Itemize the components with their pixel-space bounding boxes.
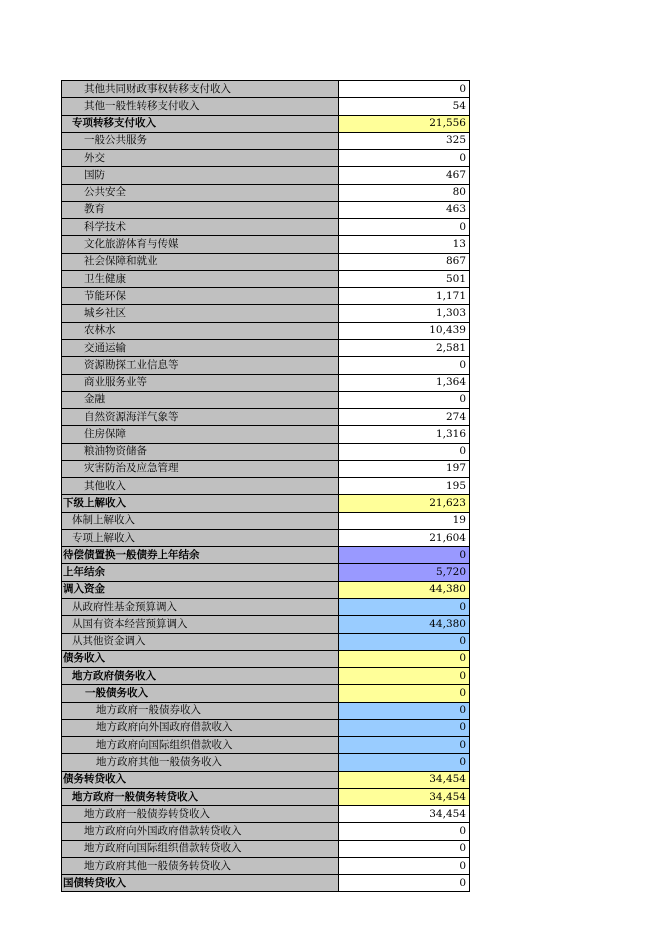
table-row [62,132,470,149]
row-label-cell[interactable] [62,754,339,771]
row-value[interactable]: 274 [339,409,470,426]
table-row [62,598,470,615]
row-label-cell[interactable] [62,495,339,512]
row-label-cell[interactable] [62,253,339,270]
row-label: 教育 [84,203,105,216]
row-value[interactable]: 19 [339,512,470,529]
table-row [62,529,470,546]
row-label: 金融 [84,393,105,406]
row-label: 社会保障和就业 [84,255,158,268]
row-value[interactable]: 34,454 [339,788,470,805]
row-label-cell[interactable] [62,788,339,805]
table-row [62,150,470,167]
table-row [62,184,470,201]
row-label-cell[interactable] [62,409,339,426]
row-label: 地方政府一般债务转贷收入 [72,790,198,803]
row-label-cell[interactable] [62,150,339,167]
row-label: 专项上解收入 [72,531,135,544]
table-row [62,167,470,184]
row-label: 从其他资金调入 [72,635,146,648]
row-label-cell[interactable] [62,875,339,892]
row-label-cell[interactable] [62,857,339,874]
row-label: 地方政府向国际组织借款转贷收入 [84,842,242,855]
row-label: 国防 [84,168,105,181]
table-row [62,478,470,495]
row-value[interactable]: 0 [339,702,470,719]
row-label: 其他收入 [84,479,126,492]
row-label-cell[interactable] [62,719,339,736]
table-row [62,564,470,581]
row-label: 专项转移支付收入 [72,117,156,130]
table-row [62,305,470,322]
table-row [62,426,470,443]
row-label-cell[interactable] [62,219,339,236]
row-label: 粮油物资储备 [84,445,147,458]
row-label: 商业服务业等 [84,376,147,389]
table-row [62,391,470,408]
row-value[interactable]: 2,581 [339,339,470,356]
row-label-cell[interactable] [62,598,339,615]
row-label: 交通运输 [84,341,126,354]
row-label: 卫生健康 [84,272,126,285]
table-row [62,788,470,805]
row-label-cell[interactable] [62,478,339,495]
table-row [62,547,470,564]
row-label-cell[interactable] [62,322,339,339]
row-value[interactable]: 0 [339,754,470,771]
row-value[interactable]: 0 [339,150,470,167]
row-value[interactable]: 44,380 [339,616,470,633]
row-label-cell[interactable] [62,98,339,115]
table-row [62,616,470,633]
row-label-cell[interactable] [62,167,339,184]
table-row [62,806,470,823]
row-label: 地方政府向国际组织借款收入 [96,738,233,751]
row-value[interactable]: 501 [339,270,470,287]
row-label-cell[interactable] [62,840,339,857]
table-row [62,650,470,667]
row-label-cell[interactable] [62,305,339,322]
row-value[interactable]: 0 [339,719,470,736]
row-value[interactable]: 10,439 [339,322,470,339]
row-label-cell[interactable] [62,529,339,546]
row-label-cell[interactable] [62,374,339,391]
row-label: 文化旅游体育与传媒 [84,238,179,251]
row-value[interactable]: 0 [339,547,470,564]
row-label-cell[interactable] [62,581,339,598]
row-label-cell[interactable] [62,443,339,460]
table-row [62,288,470,305]
table-row [62,857,470,874]
row-label: 调入资金 [63,583,105,596]
table-row [62,685,470,702]
row-value[interactable]: 467 [339,167,470,184]
row-label-cell[interactable] [62,81,339,98]
table-row [62,322,470,339]
row-label-cell[interactable] [62,201,339,218]
row-label: 债务转贷收入 [63,773,126,786]
row-label: 公共安全 [84,186,126,199]
table-row [62,201,470,218]
row-label-cell[interactable] [62,236,339,253]
row-label-cell[interactable] [62,685,339,702]
row-value[interactable]: 0 [339,685,470,702]
row-label-cell[interactable] [62,702,339,719]
row-label: 上年结余 [63,566,105,579]
row-label-cell[interactable] [62,460,339,477]
row-label-cell[interactable] [62,426,339,443]
row-value[interactable]: 0 [339,737,470,754]
row-label-cell[interactable] [62,547,339,564]
row-label-cell[interactable] [62,115,339,132]
row-value[interactable]: 1,316 [339,426,470,443]
row-label: 从国有资本经营预算调入 [72,617,188,630]
row-value[interactable]: 13 [339,236,470,253]
table-row [62,357,470,374]
row-value[interactable]: 21,623 [339,495,470,512]
row-value[interactable]: 0 [339,391,470,408]
row-label: 其他共同财政事权转移支付收入 [84,82,231,95]
row-label-cell[interactable] [62,357,339,374]
row-label-cell[interactable] [62,616,339,633]
table-row [62,98,470,115]
table-row [62,270,470,287]
row-value[interactable]: 325 [339,132,470,149]
row-label: 外交 [84,151,105,164]
row-value[interactable]: 0 [339,668,470,685]
row-value[interactable]: 54 [339,98,470,115]
row-value[interactable]: 0 [339,443,470,460]
row-label: 地方政府债务收入 [72,669,156,682]
table-row [62,443,470,460]
row-value[interactable]: 0 [339,875,470,892]
table-row [62,668,470,685]
row-label-cell[interactable] [62,270,339,287]
row-label-cell[interactable] [62,184,339,201]
row-value[interactable]: 0 [339,633,470,650]
table-row [62,840,470,857]
row-label-cell[interactable] [62,564,339,581]
row-value[interactable]: 0 [339,81,470,98]
table-row [62,460,470,477]
table-row [62,495,470,512]
row-label: 地方政府其他一般债务收入 [96,755,222,768]
table-row [62,633,470,650]
table-row [62,219,470,236]
table-row [62,581,470,598]
row-label: 从政府性基金预算调入 [72,600,177,613]
table-row [62,702,470,719]
table-row [62,253,470,270]
row-value[interactable]: 0 [339,357,470,374]
row-label-cell[interactable] [62,771,339,788]
row-value[interactable]: 34,454 [339,806,470,823]
row-label-cell[interactable] [62,288,339,305]
row-label-cell[interactable] [62,633,339,650]
row-label-cell[interactable] [62,339,339,356]
row-value[interactable]: 867 [339,253,470,270]
table-body [62,81,470,892]
row-label: 体制上解收入 [72,514,135,527]
row-label-cell[interactable] [62,737,339,754]
row-value[interactable]: 44,380 [339,581,470,598]
row-label: 一般公共服务 [84,134,147,147]
row-label: 农林水 [84,324,116,337]
row-label-cell[interactable] [62,668,339,685]
table-row [62,823,470,840]
row-label-cell[interactable] [62,391,339,408]
row-label: 地方政府一般债券转贷收入 [84,807,210,820]
row-label: 地方政府向外国政府借款收入 [96,721,233,734]
row-value[interactable]: 0 [339,598,470,615]
row-label: 下级上解收入 [63,497,126,509]
row-value[interactable]: 0 [339,219,470,236]
row-value[interactable]: 0 [339,840,470,857]
table-row [62,81,470,98]
row-value[interactable]: 1,364 [339,374,470,391]
table-row [62,512,470,529]
row-value[interactable]: 0 [339,650,470,667]
row-label: 地方政府其他一般债务转贷收入 [84,859,231,872]
table-row [62,754,470,771]
table-row [62,374,470,391]
row-value[interactable]: 80 [339,184,470,201]
row-value[interactable]: 197 [339,460,470,477]
row-value[interactable]: 463 [339,201,470,218]
row-label: 一般债务收入 [85,686,148,699]
row-label: 城乡社区 [84,307,126,320]
row-label: 债务收入 [63,652,105,665]
row-value[interactable]: 195 [339,478,470,495]
row-label-cell[interactable] [62,806,339,823]
row-label: 节能环保 [84,289,126,302]
row-value[interactable]: 21,604 [339,529,470,546]
table-row [62,771,470,788]
row-value[interactable]: 0 [339,857,470,874]
table-row [62,875,470,892]
table-row [62,719,470,736]
budget-revenue-table [61,80,470,892]
table-row [62,737,470,754]
row-label: 自然资源海洋气象等 [84,410,179,423]
row-label: 资源勘探工业信息等 [84,358,179,371]
row-label-cell[interactable] [62,512,339,529]
table-row [62,339,470,356]
row-value[interactable]: 1,171 [339,288,470,305]
row-value[interactable]: 5,720 [339,564,470,581]
row-label: 灾害防治及应急管理 [84,462,179,475]
row-label: 地方政府一般债券收入 [96,704,201,717]
table-row [62,115,470,132]
row-label: 国债转贷收入 [63,876,126,889]
table-row [62,409,470,426]
row-label: 住房保障 [84,427,126,440]
row-label-cell[interactable] [62,132,339,149]
row-label-cell[interactable] [62,823,339,840]
row-label: 待偿债置换一般债券上年结余 [63,548,200,561]
row-value[interactable]: 0 [339,823,470,840]
row-value[interactable]: 21,556 [339,115,470,132]
row-label: 地方政府向外国政府借款转贷收入 [84,825,242,838]
row-label: 其他一般性转移支付收入 [84,99,200,112]
table-row [62,236,470,253]
row-label: 科学技术 [84,220,126,233]
row-value[interactable]: 34,454 [339,771,470,788]
row-value[interactable]: 1,303 [339,305,470,322]
row-label-cell[interactable] [62,650,339,667]
